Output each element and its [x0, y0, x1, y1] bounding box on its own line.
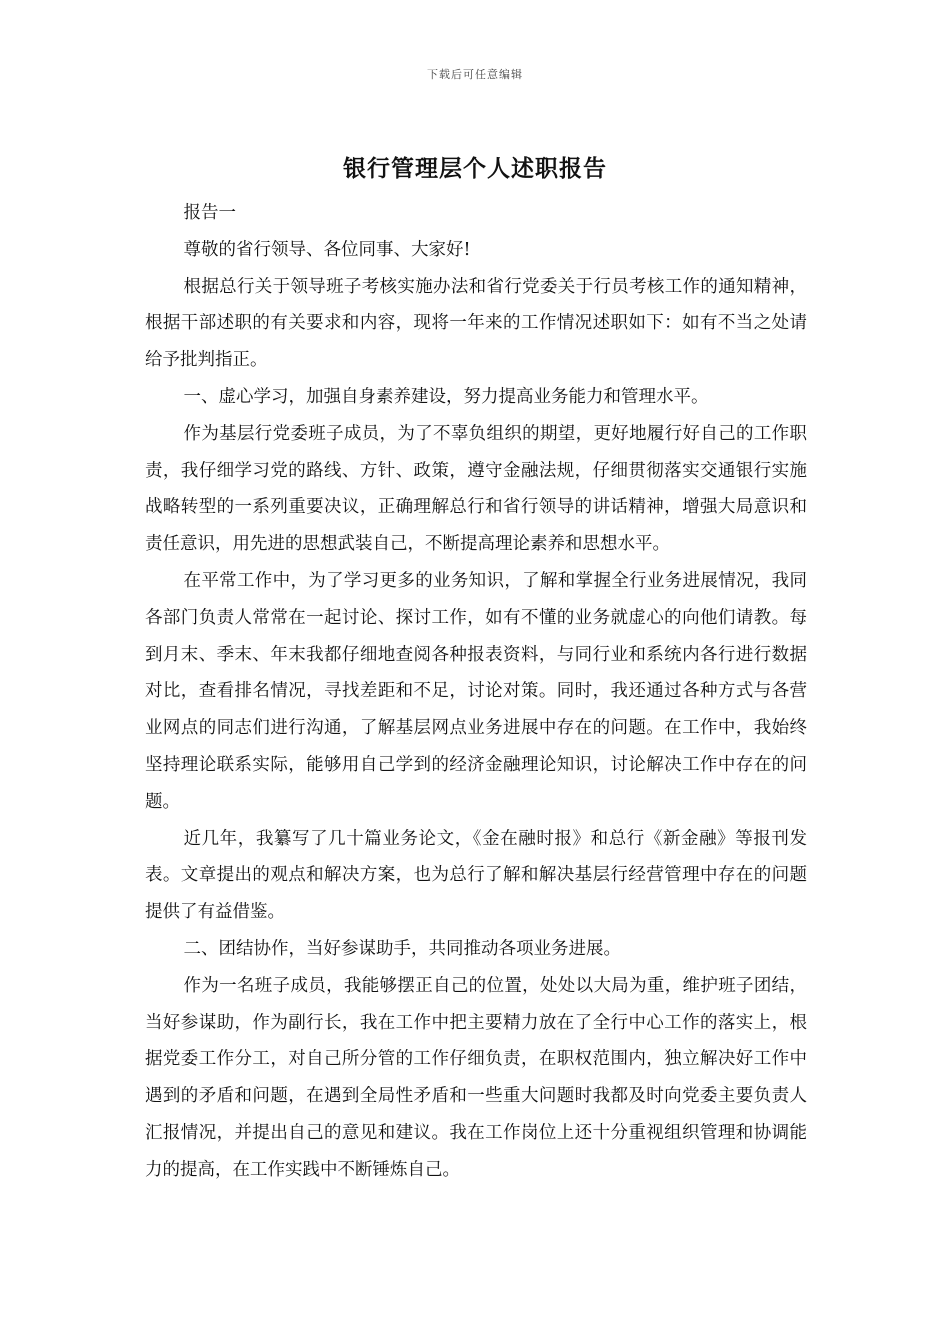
document-title: 银行管理层个人述职报告: [343, 155, 607, 182]
paragraph: 在平常工作中，为了学习更多的业务知识，了解和掌握全行业务进展情况，我同各部门负责人常常在一起讨论、探讨工作，如有不懂的业务就虚心的向他们请教。每到月末、季末、年末我都仔细地查阅各种报表资料，与同行业和系统内各行进行数据对比，查看排名情况，寻找差距和不足，讨论对策。同时，我还通过各种方式与各营业网点的同志们进行沟通，了解基层网点业务进展中存在的问题。在工作中，我始终坚持理论联系实际，能够用自己学到的经济金融理论知识，讨论解决工作中存在的问题。: [145, 570, 807, 812]
paragraph: 近几年，我纂写了几十篇业务论文，《金在融时报》和总行《新金融》等报刊发表。文章提出的观点和解决方案，也为总行了解和解决基层行经营管理中存在的问题提供了有益借鉴。: [145, 828, 807, 923]
section-heading-1: 一、虚心学习，加强自身素养建设，努力提高业务能力和管理水平。: [183, 386, 709, 407]
paragraph: 作为一名班子成员，我能够摆正自己的位置，处处以大局为重，维护班子团结，当好参谋助，作为副行长，我在工作中把主要精力放在了全行中心工作的落实上，根据党委工作分工，对自己所分管的工作仔细负责，在职权范围内，独立解决好工作中遇到的矛盾和问题，在遇到全局性矛盾和一些重大问题时我都及时向党委主要负责人汇报情况，并提出自己的意见和建议。我在工作岗位上还十分重视组织管理和协调能力的提高，在工作实践中不断锤炼自己。: [145, 975, 807, 1180]
paragraph-intro: 根据总行关于领导班子考核实施办法和省行党委关于行员考核工作的通知精神，根据干部述职的有关要求和内容，现将一年来的工作情况述职如下：如有不当之处请给予批判指正。: [145, 276, 807, 371]
header-note: 下载后可任意编辑: [427, 68, 523, 81]
document-body: [145, 195, 807, 1189]
paragraph: 作为基层行党委班子成员，为了不辜负组织的期望，更好地履行好自己的工作职责，我仔细学习党的路线、方针、政策，遵守金融法规，仔细贯彻落实交通银行实施战略转型的一系列重要决议，正确理解总行和省行领导的讲话精神，增强大局意识和责任意识，用先进的思想武装自己，不断提高理论素养和思想水平。: [145, 423, 807, 555]
paragraph-report-label: 报告一: [183, 203, 236, 223]
section-heading-2: 二、团结协作，当好参谋助手，共同推动各项业务进展。: [183, 938, 621, 959]
paragraph-salutation: 尊敬的省行领导、各位同事、大家好!: [183, 239, 471, 260]
